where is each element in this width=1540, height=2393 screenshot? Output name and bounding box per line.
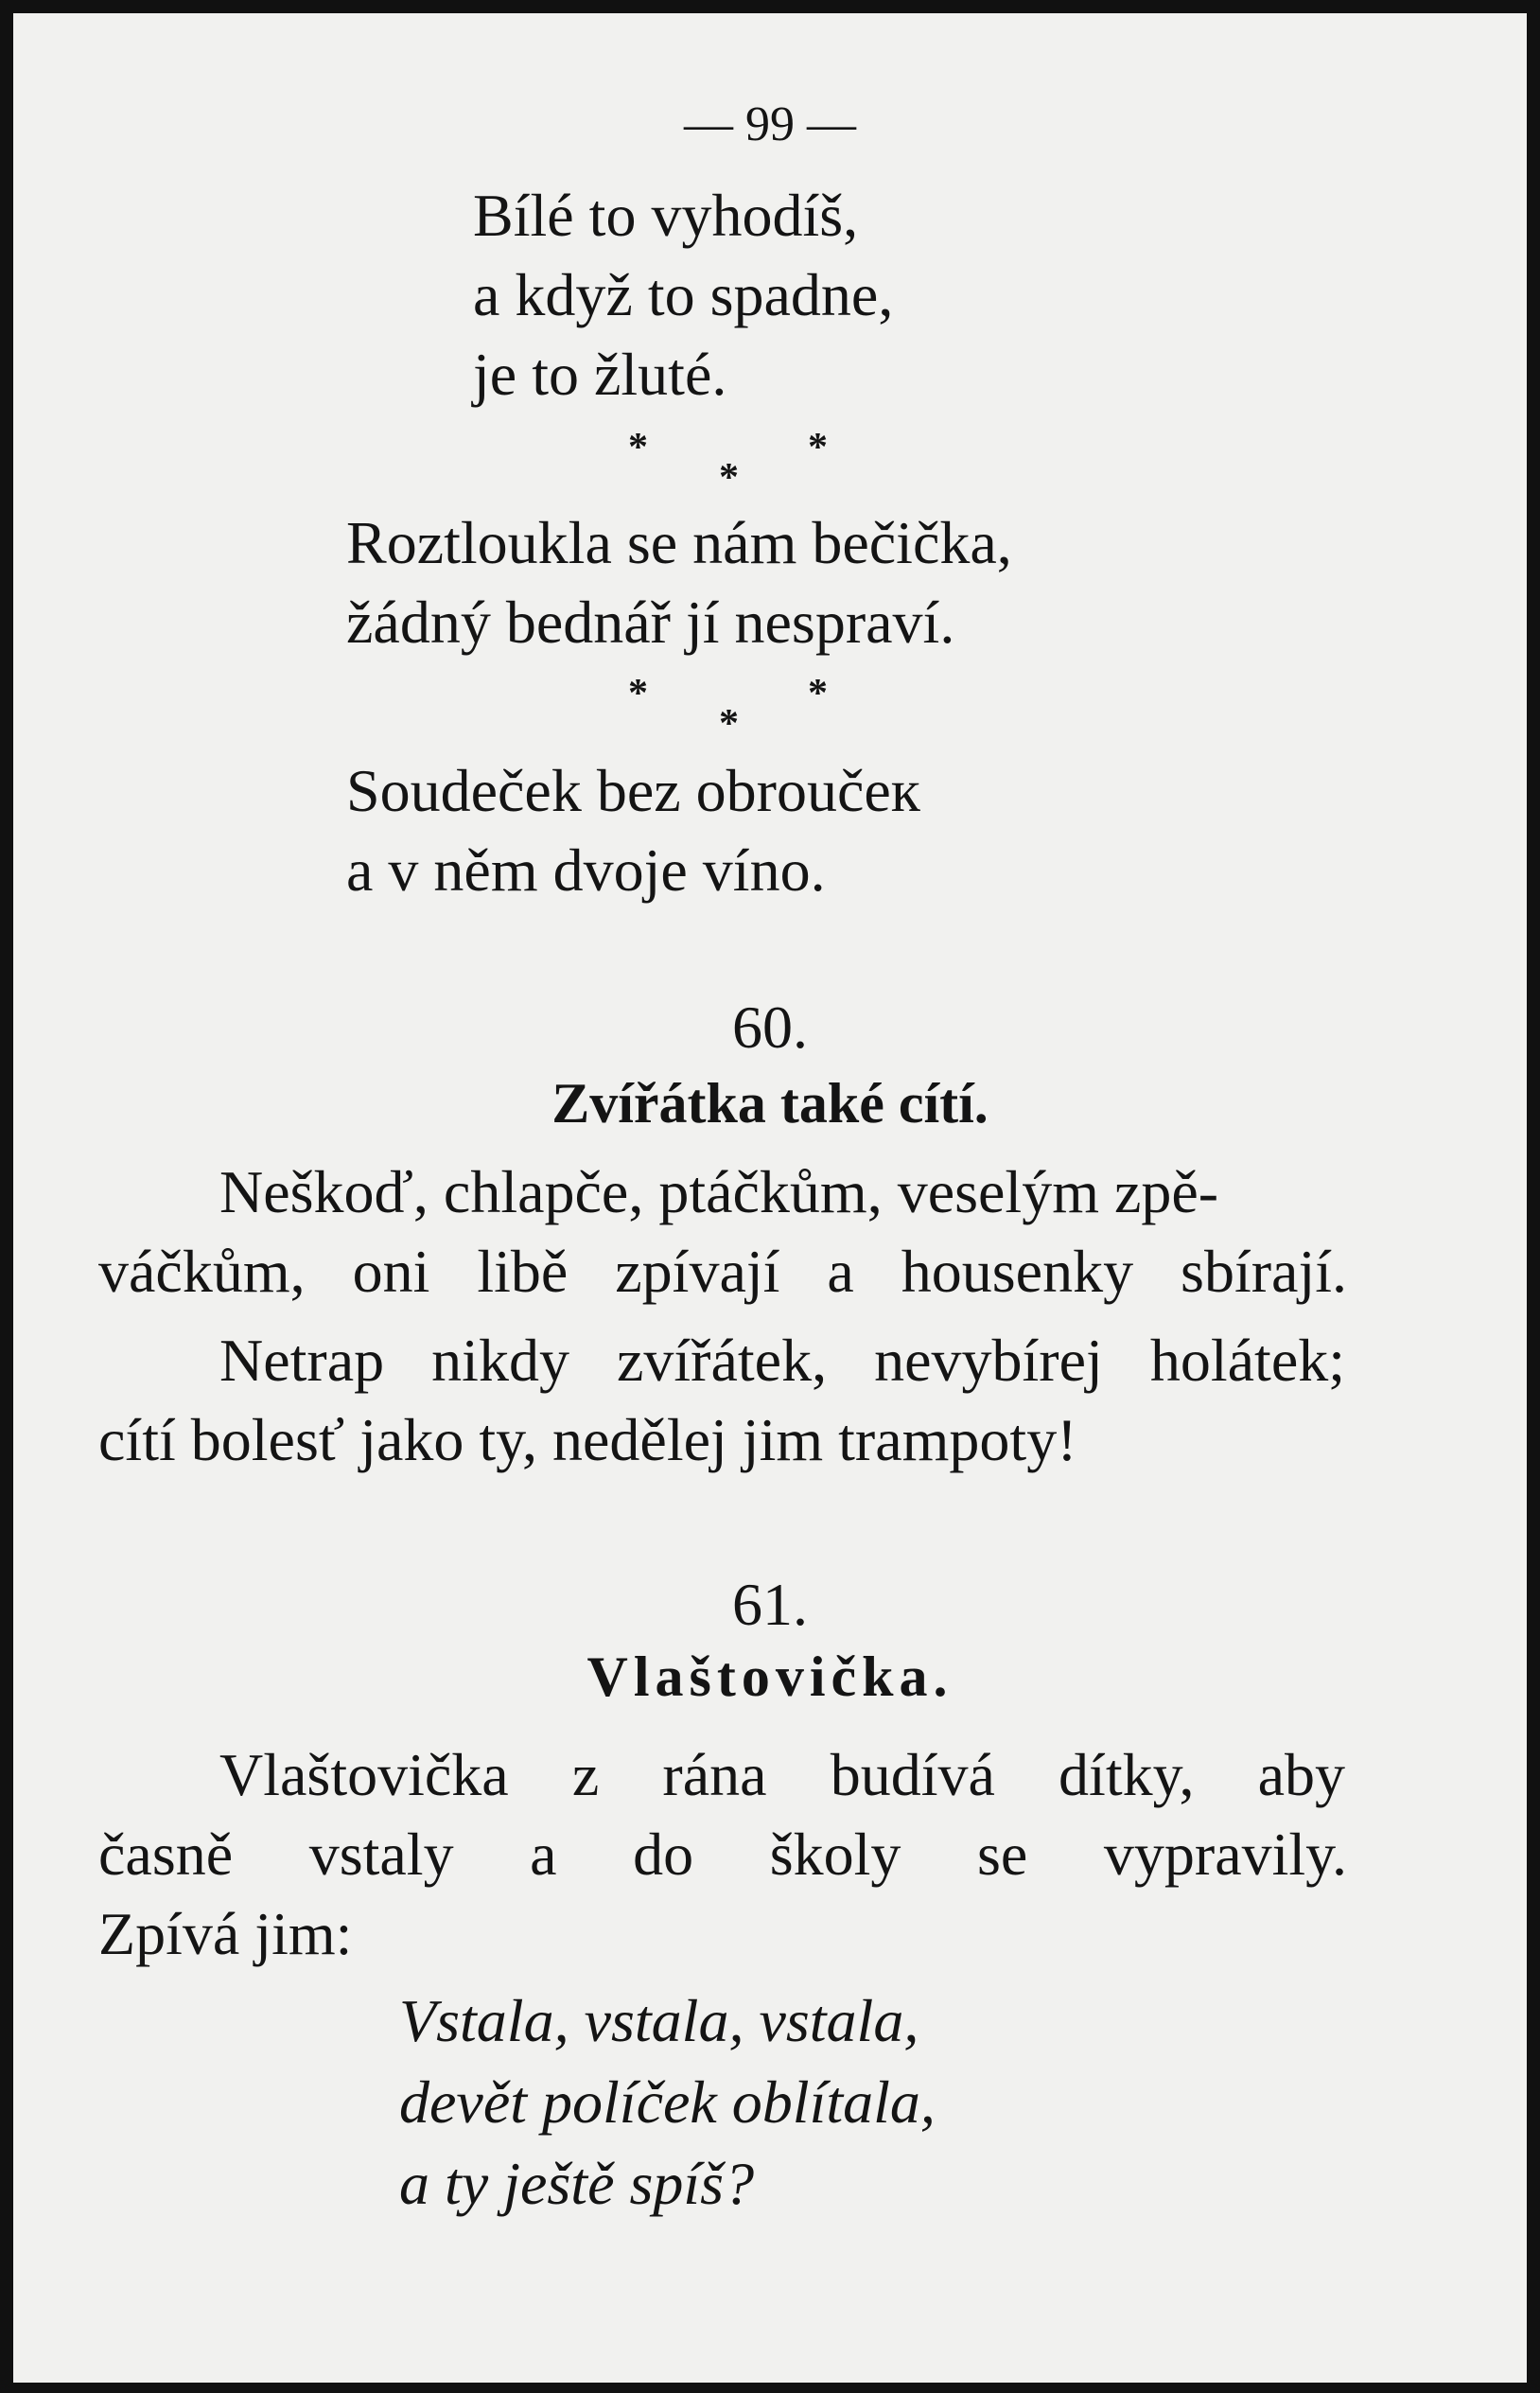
riddle-a-line-2: a když to spadne, xyxy=(473,261,894,328)
section-60-line-1: Neškoď, chlapče, ptáčkům, veselým zpě- xyxy=(219,1158,1219,1225)
section-60-number: 60. xyxy=(732,994,808,1061)
section-61-title: Vlaštovička. xyxy=(586,1645,954,1708)
section-61-line-3: Zpívá jim: xyxy=(98,1900,353,1967)
separator-asterisks xyxy=(13,672,1527,746)
poem-line-1: Vstala, vstala, vstala, xyxy=(399,1987,919,2054)
asterisk: * xyxy=(719,456,739,500)
riddle-b-line-1: Roztloukla se nám bečička, xyxy=(346,509,1012,576)
book-page xyxy=(13,13,1527,2383)
asterisk: * xyxy=(628,672,648,715)
riddle-a-line-3: je to žluté. xyxy=(473,341,727,408)
section-60-title: Zvířátka také cítí. xyxy=(551,1072,989,1135)
section-60-line-3: Netrap nikdy zvířátek, nevybírej holátek; xyxy=(219,1327,1345,1394)
section-60-line-4: cítí bolesť jako ty, nedělej jim trampoty! xyxy=(98,1406,1077,1473)
asterisk: * xyxy=(808,426,828,469)
riddle-a-line-1: Bílé to vyhodíš, xyxy=(473,182,859,249)
riddle-b-line-2: žádný bednář jí nespraví. xyxy=(346,589,955,656)
poem-line-2: devět políček oblítala, xyxy=(399,2068,936,2136)
asterisk: * xyxy=(808,672,828,715)
page-number: — 99 — xyxy=(684,97,856,151)
asterisk: * xyxy=(628,426,648,469)
asterisk: * xyxy=(719,702,739,746)
riddle-c-line-1: Soudeček bez obroučeк xyxy=(346,757,920,824)
section-60-line-2: váčkům, oni libě zpívají a housenky sbírají. xyxy=(98,1238,1347,1305)
riddle-c-line-2: a v něm dvoje víno. xyxy=(346,836,826,904)
section-61-line-2: časně vstaly a do školy se vypravily. xyxy=(98,1821,1347,1888)
separator-asterisks xyxy=(13,426,1527,500)
poem-line-3: a ty ještě spíš? xyxy=(399,2150,755,2217)
section-61-line-1: Vlaštovička z rána budívá dítky, aby xyxy=(219,1741,1345,1808)
section-61-number: 61. xyxy=(732,1571,808,1638)
